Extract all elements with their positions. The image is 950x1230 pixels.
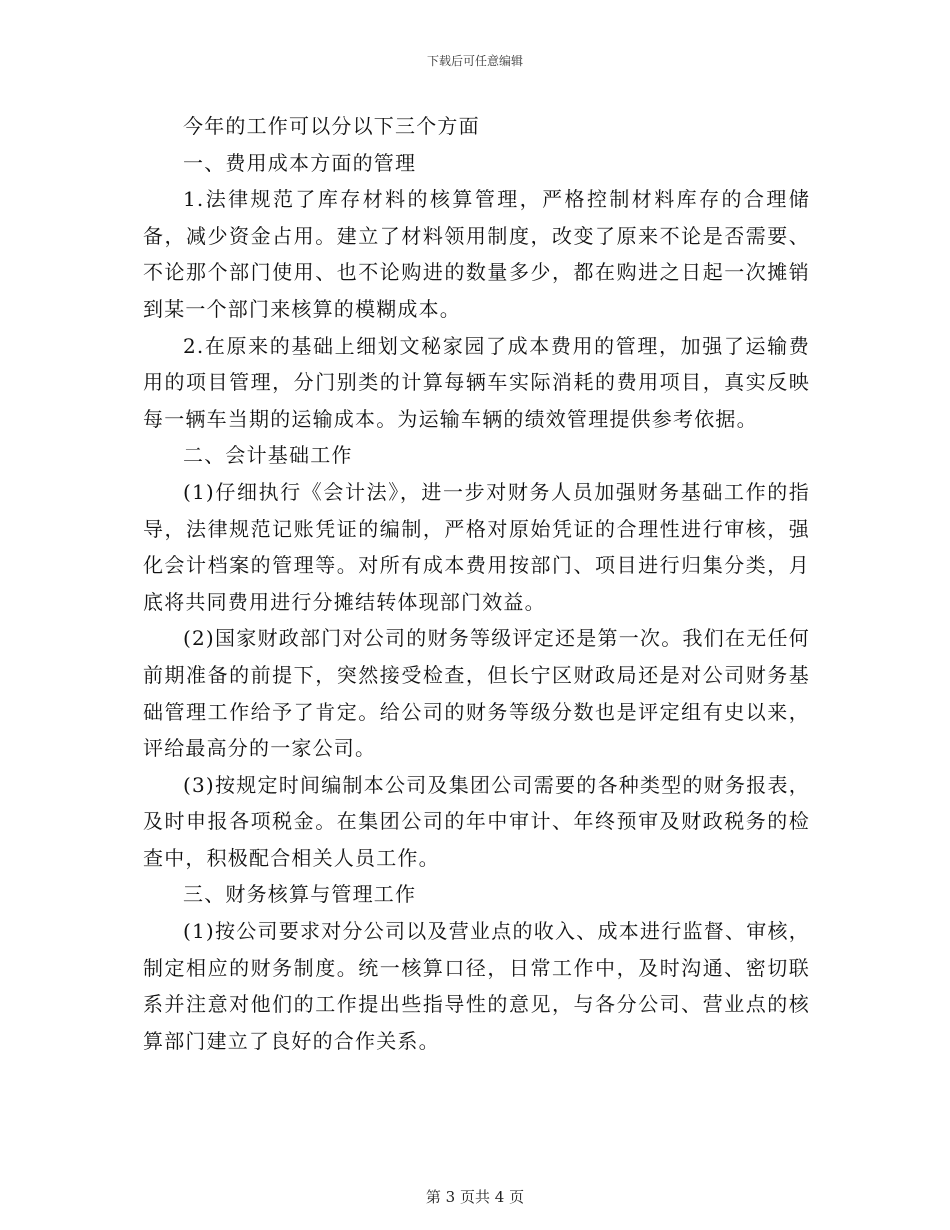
- page-header: 下载后可任意编辑: [426, 54, 523, 68]
- paragraph-1-1: 1.法律规范了库存材料的核算管理，严格控制材料库存的合理储备，减少资金占用。建立了材料领用制度，改变了原来不论是否需要、不论那个部门使用、也不论购进的数量多少，都在购进之日起一次摊销到某一个部门来核算的模糊成本。: [143, 187, 810, 321]
- section-heading-1: 一、费用成本方面的管理: [183, 150, 417, 175]
- section-heading-3: 三、财务核算与管理工作: [183, 882, 417, 907]
- paragraph-3-1: (1)按公司要求对分公司以及营业点的收入、成本进行监督、审核，制定相应的财务制度。统一核算口径，日常工作中，及时沟通、密切联系并注意对他们的工作提出些指导性的意见，与各分公司、营业点的核算部门建立了良好的合作关系。: [143, 919, 810, 1053]
- section-heading-2: 二、会计基础工作: [183, 443, 353, 468]
- page-footer: 第 3 页共 4 页: [425, 1188, 525, 1206]
- intro-line: 今年的工作可以分以下三个方面: [183, 114, 480, 138]
- paragraph-2-3: (3)按规定时间编制本公司及集团公司需要的各种类型的财务报表，及时申报各项税金。在集团公司的年中审计、年终预审及财政税务的检查中，积极配合相关人员工作。: [143, 772, 810, 870]
- paragraph-2-2: (2)国家财政部门对公司的财务等级评定还是第一次。我们在无任何前期准备的前提下，突然接受检查，但长宁区财政局还是对公司财务基础管理工作给予了肯定。给公司的财务等级分数也是评定组有史以来，评给最高分的一家公司。: [143, 626, 810, 761]
- paragraph-1-2: 2.在原来的基础上细划文秘家园了成本费用的管理，加强了运输费用的项目管理，分门别类的计算每辆车实际消耗的费用项目，真实反映每一辆车当期的运输成本。为运输车辆的绩效管理提供参考依据。: [143, 333, 810, 431]
- paragraph-2-1: (1)仔细执行《会计法》，进一步对财务人员加强财务基础工作的指导，法律规范记账凭证的编制，严格对原始凭证的合理性进行审核，强化会计档案的管理等。对所有成本费用按部门、项目进行归集分类，月底将共同费用进行分摊结转体现部门效益。: [143, 479, 810, 614]
- document-body: [143, 108, 810, 1059]
